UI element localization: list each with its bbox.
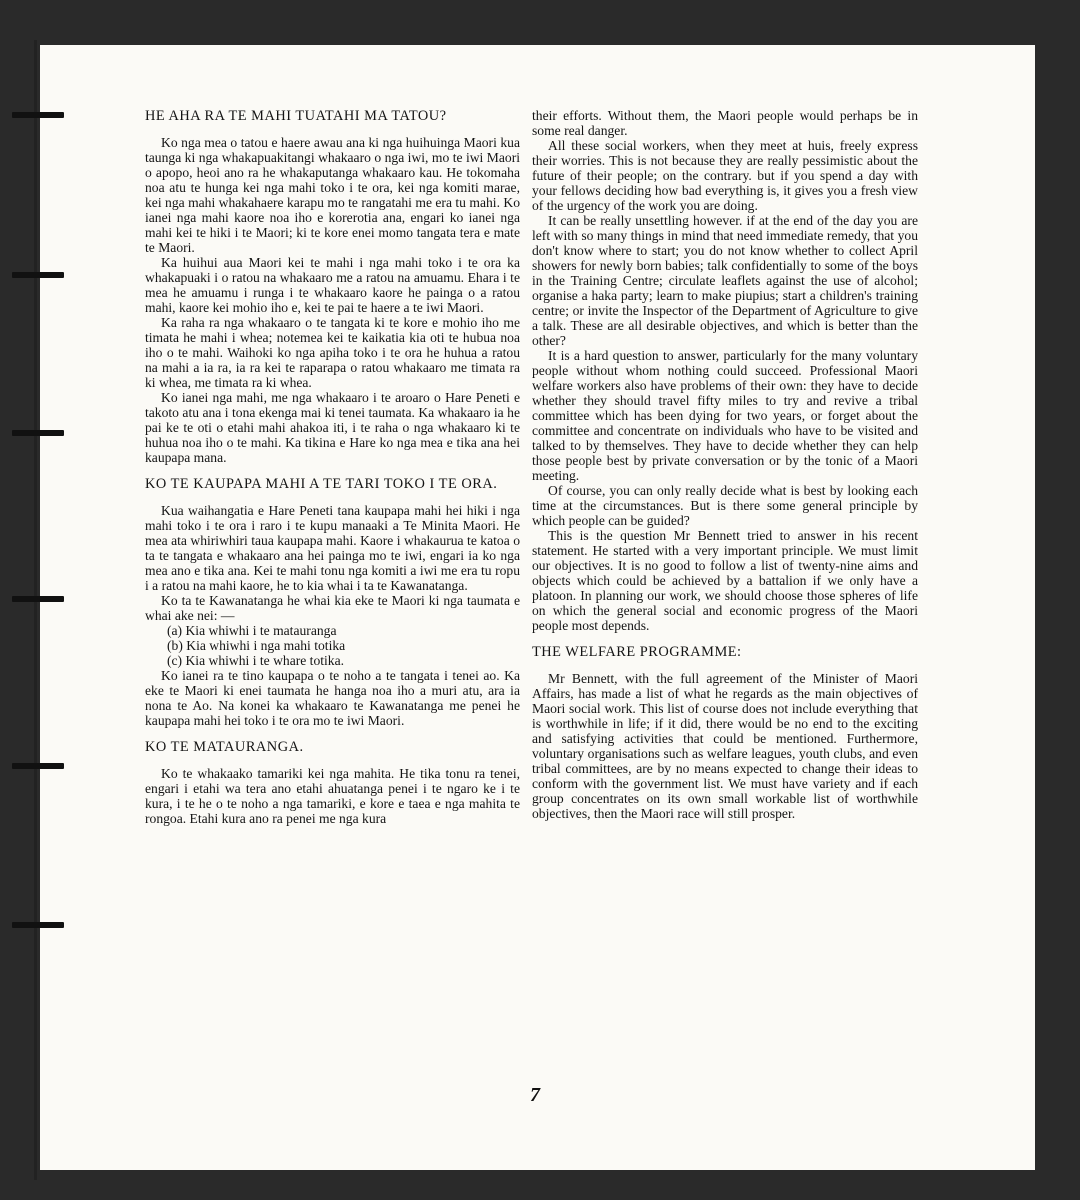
list-item: (b) Kia whiwhi i nga mahi totika xyxy=(167,638,346,653)
binding-clip xyxy=(12,596,64,602)
paragraph: This is the question Mr Bennett tried to answer in his recent statement. He started with a very important principle. We must limit our objectives. It is no good to follow a list of twenty-nine aims and objects which could be achieved by a battalion if we only have a platoon. In planning our work, we should choose those spheres of life on which the general social and economic progress of the Maori people most depends. xyxy=(532,528,918,633)
paragraph: Of course, you can only really decide what is best by looking each time at the circumstances. But is there some general principle by which people can be guided? xyxy=(532,483,918,528)
paragraph: Ko ianei ra te tino kaupapa o te noho a te tangata i tenei ao. Ka eke te Maori ki enei taumata he hanga noa iho a muri atu, ara ia nona te Ao. Na konei ka whakaaro te Kawanatanga me penei he kaupapa mahi hei toko i te ora mo te iwi Maori. xyxy=(145,668,520,728)
paragraph: All these social workers, when they meet at huis, freely express their worries. This is not because they are really pessimistic about the future of their people; on the contrary. but if you spend a day with your fellows deciding how bad everything is, it gives you a fresh view of the urgency of the work you are doing. xyxy=(532,138,918,213)
left-column xyxy=(145,108,520,826)
paragraph: their efforts. Without them, the Maori people would perhaps be in some real danger. xyxy=(532,108,918,138)
section-heading: THE WELFARE PROGRAMME: xyxy=(532,644,742,660)
objectives-list xyxy=(145,623,520,668)
right-column xyxy=(532,108,918,821)
binding-clip xyxy=(12,272,64,278)
paragraph: It can be really unsettling however. if at the end of the day you are left with so many things in mind that need immediate remedy, that you don't know where to start; you do not know whether to collect April showers for newly born babies; talk confidentially to some of the boys in the Training Centre; circulate leaflets against the use of alcohol; organise a haka party; learn to make piupius; start a children's training centre; or invite the Inspector of the Department of Agriculture to give a talk. These are all desirable objectives, and which is better than the other? xyxy=(532,213,918,348)
paragraph: Ko te whakaako tamariki kei nga mahita. He tika tonu ra tenei, engari i etahi wa tera ano etahi ahuatanga penei i te ngaro ke i te kura, i te he o te noho a nga tamariki, e kore e taea e nga mahita te rongoa. Etahi kura ano ra penei me nga kura xyxy=(145,766,520,826)
binding-clip xyxy=(12,112,64,118)
binding-clip xyxy=(12,430,64,436)
paragraph: Mr Bennett, with the full agreement of the Minister of Maori Affairs, has made a list of what he regards as the main objectives of Maori social work. This list of course does not include everything that is worthwhile in life; if it did, there would be no end to the exciting and satisfying activities that could be mentioned. Furthermore, voluntary organisations such as welfare leagues, youth clubs, and even tribal committees, are by no means expected to change their ideas to conform with the government list. We must have variety and if each group concentrates on its own small workable list of worthwhile objectives, then the Maori race will still prosper. xyxy=(532,671,918,821)
paragraph: Ka huihui aua Maori kei te mahi i nga mahi toko i te ora ka whakapuaki i o ratou na whakaaro me a ratou na amuamu. Ehara i te mea he amuamu i runga i te whakaaro kaore he painga o a ratou mahi, kaore kei mohio iho e, kei te pai te haere a te iwi Maori. xyxy=(145,255,520,315)
binding-spine xyxy=(34,40,37,1180)
paragraph: Ko ianei nga mahi, me nga whakaaro i te aroaro o Hare Peneti e takoto atu ana i tona ekenga mai ki tenei taumata. Ka whakaaro ia he pai ke te oti o etahi mahi ahakoa iti, i te raha o nga whakaaro ki te huhua noa iho o te mahi. Ka tikina e Hare ko nga mea e tika ana hei kaupapa mana. xyxy=(145,390,520,465)
binding-clip xyxy=(12,922,64,928)
section-heading: KO TE KAUPAPA MAHI A TE TARI TOKO I TE ORA. xyxy=(145,476,498,492)
paragraph: Kua waihangatia e Hare Peneti tana kaupapa mahi hei hiki i nga mahi toko i te ora i raro i te kupu manaaki a Te Minita Maori. He mea ata whiriwhiri taua kaupapa mahi. Kaore i whakaurua te katoa o ta te tangata e whakaaro ana hei painga mo te iwi, engari ia ko nga mea ano e tika ana. Kei te mahi tonu nga komiti a iwi me era tu ropu i a ratou na mahi kaore, he to kia whai i ta te Kawanatanga. xyxy=(145,503,520,593)
list-item: (a) Kia whiwhi i te matauranga xyxy=(167,623,337,638)
paragraph: Ka raha ra nga whakaaro o te tangata ki te kore e mohio iho me timata he mahi i whea; notemea kei te kaikatia kia oti te hubua noa iho o te mahi. Waihoki ko nga apiha toko i te ora he huhua a ratou na mahi a ia ra, ia ra kei te raparapa o ratou whakaaro me timata ra ki whea, me timata ra ki whea. xyxy=(145,315,520,390)
paragraph: Ko nga mea o tatou e haere awau ana ki nga huihuinga Maori kua taunga ki nga whakapuakitangi whakaaro o nga iwi, mo te iwi Maori o apopo, heoi ano ra he whakaputanga whakaaro kau. He tokomaha noa atu te hunga kei nga mahi toko i te ora, kei nga komiti marae, kei nga mahi whakahaere karapu mo te rangatahi me era tu mahi. Ko ianei nga mahi kaore noa iho e korerotia ana, engari ko ianei nga mahi kei te hiki i te Maori; ki te kore enei momo tangata tera e mate te Maori. xyxy=(145,135,520,255)
page-number: 7 xyxy=(530,1084,540,1106)
section-heading: HE AHA RA TE MAHI TUATAHI MA TATOU? xyxy=(145,108,447,124)
paragraph: It is a hard question to answer, particularly for the many voluntary people without whom nothing could succeed. Professional Maori welfare workers also have problems of their own: they have to decide whether they should travel fifty miles to try and revive a tribal committee which has been dying for two years, or forget about the committee and concentrate on individuals who have to be visited and talked to by themselves. They have to decide whether they can help those people best by private conversation or by the tonic of a Maori meeting. xyxy=(532,348,918,483)
list-item: (c) Kia whiwhi i te whare totika. xyxy=(167,653,345,668)
binding-clip xyxy=(12,763,64,769)
section-heading: KO TE MATAURANGA. xyxy=(145,739,304,755)
paragraph: Ko ta te Kawanatanga he whai kia eke te Maori ki nga taumata e whai ake nei: — xyxy=(145,593,520,623)
